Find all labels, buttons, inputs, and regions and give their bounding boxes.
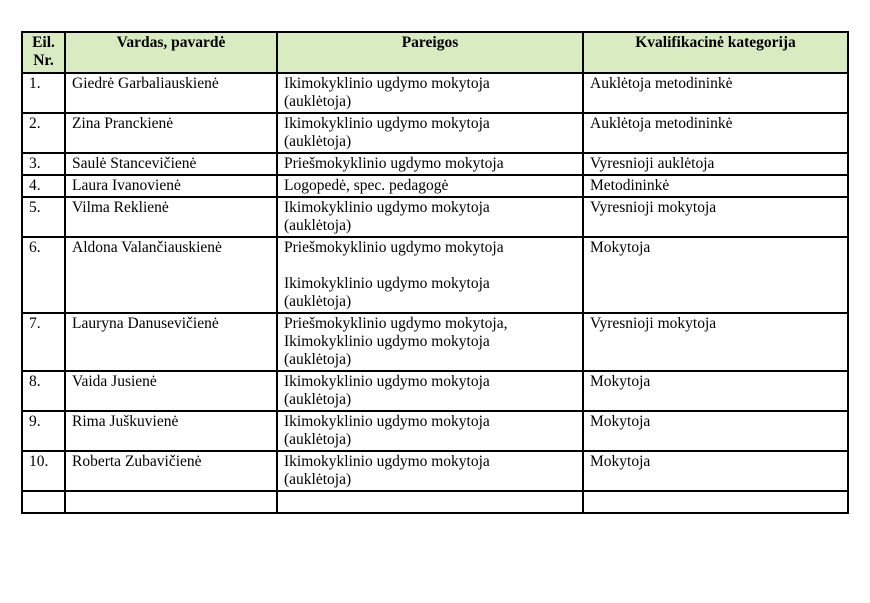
cell-category	[583, 451, 848, 491]
cell-name-text: Zina Pranckienė	[72, 115, 174, 132]
cell-duties-text: Ikimokyklinio ugdymo mokytoja (auklėtoja)	[284, 413, 490, 448]
header-duties: Pareigos	[277, 32, 583, 73]
cell-nr	[22, 491, 65, 513]
cell-name	[65, 411, 277, 451]
cell-nr-text: 10.	[29, 453, 49, 470]
table-row	[22, 313, 848, 371]
cell-name-text: Vaida Jusienė	[72, 373, 157, 390]
header-nr: Eil. Nr.	[22, 32, 65, 73]
staff-table	[21, 31, 849, 514]
cell-duties	[277, 197, 583, 237]
table-row	[22, 113, 848, 153]
cell-name-text: Laura Ivanovienė	[72, 177, 181, 194]
cell-category	[583, 411, 848, 451]
cell-duties	[277, 73, 583, 113]
cell-nr	[22, 411, 65, 451]
cell-nr	[22, 175, 65, 197]
cell-name	[65, 197, 277, 237]
cell-nr	[22, 73, 65, 113]
cell-duties	[277, 371, 583, 411]
cell-name	[65, 237, 277, 313]
cell-nr-text: 4.	[29, 177, 41, 194]
cell-duties	[277, 491, 583, 513]
cell-nr	[22, 313, 65, 371]
cell-name	[65, 113, 277, 153]
cell-nr-text: 6.	[29, 239, 41, 256]
cell-name	[65, 73, 277, 113]
cell-category-text: Metodininkė	[590, 177, 670, 194]
cell-nr	[22, 451, 65, 491]
cell-duties-text: Ikimokyklinio ugdymo mokytoja (auklėtoja)	[284, 373, 490, 408]
header-category: Kvalifikacinė kategorija	[583, 32, 848, 73]
cell-name-text: Giedrė Garbaliauskienė	[72, 75, 219, 92]
cell-category-text: Mokytoja	[590, 373, 651, 390]
table-row	[22, 491, 848, 513]
cell-name-text: Aldona Valančiauskienė	[72, 239, 222, 256]
cell-nr-text: 3.	[29, 155, 41, 172]
cell-category	[583, 175, 848, 197]
cell-category-text: Auklėtoja metodininkė	[590, 75, 733, 92]
table-row	[22, 197, 848, 237]
cell-category-text: Mokytoja	[590, 239, 651, 256]
cell-duties	[277, 237, 583, 313]
cell-duties	[277, 313, 583, 371]
cell-nr	[22, 153, 65, 175]
table-row	[22, 153, 848, 175]
cell-duties-text: Ikimokyklinio ugdymo mokytoja (auklėtoja)	[284, 453, 490, 488]
table-row	[22, 175, 848, 197]
cell-nr	[22, 237, 65, 313]
cell-nr-text: 8.	[29, 373, 41, 390]
cell-name-text: Lauryna Danusevičienė	[72, 315, 219, 332]
cell-category	[583, 237, 848, 313]
cell-category	[583, 197, 848, 237]
cell-name	[65, 371, 277, 411]
cell-category	[583, 371, 848, 411]
cell-category-text: Mokytoja	[590, 413, 651, 430]
cell-duties-text: Priešmokyklinio ugdymo mokytoja, Ikimokyklinio ugdymo mokytoja (auklėtoja)	[284, 315, 508, 368]
cell-category	[583, 491, 848, 513]
cell-category-text: Auklėtoja metodininkė	[590, 115, 733, 132]
cell-duties	[277, 113, 583, 153]
cell-nr-text: 2.	[29, 115, 41, 132]
cell-name	[65, 153, 277, 175]
cell-duties-text: Ikimokyklinio ugdymo mokytoja (auklėtoja)	[284, 115, 490, 150]
cell-nr-text: 5.	[29, 199, 41, 216]
cell-category	[583, 153, 848, 175]
cell-duties	[277, 411, 583, 451]
table-row	[22, 411, 848, 451]
cell-duties-text: Ikimokyklinio ugdymo mokytoja (auklėtoja)	[284, 75, 490, 110]
cell-nr-text: 1.	[29, 75, 41, 92]
cell-nr	[22, 197, 65, 237]
table-header	[22, 32, 848, 73]
cell-nr-text: 7.	[29, 315, 41, 332]
cell-name-text: Roberta Zubavičienė	[72, 453, 202, 470]
table-body	[22, 73, 848, 513]
cell-name	[65, 451, 277, 491]
cell-nr-text: 9.	[29, 413, 41, 430]
table-row	[22, 371, 848, 411]
header-row	[22, 32, 848, 73]
cell-category	[583, 313, 848, 371]
cell-category-text: Vyresnioji auklėtoja	[590, 155, 715, 172]
cell-category-text: Vyresnioji mokytoja	[590, 199, 717, 216]
cell-duties-text: Ikimokyklinio ugdymo mokytoja (auklėtoja)	[284, 199, 490, 234]
table-row	[22, 73, 848, 113]
cell-duties	[277, 451, 583, 491]
cell-name	[65, 491, 277, 513]
header-name: Vardas, pavardė	[65, 32, 277, 73]
cell-name-text: Rima Juškuvienė	[72, 413, 179, 430]
cell-duties	[277, 153, 583, 175]
cell-duties-text: Logopedė, spec. pedagogė	[284, 177, 449, 194]
cell-duties-text: Priešmokyklinio ugdymo mokytoja Ikimokyklinio ugdymo mokytoja (auklėtoja)	[284, 239, 504, 310]
cell-duties-text: Priešmokyklinio ugdymo mokytoja	[284, 155, 504, 172]
cell-name-text: Vilma Reklienė	[72, 199, 169, 216]
cell-category-text: Mokytoja	[590, 453, 651, 470]
cell-category	[583, 73, 848, 113]
table-row	[22, 451, 848, 491]
table-row	[22, 237, 848, 313]
cell-category-text: Vyresnioji mokytoja	[590, 315, 717, 332]
cell-name-text: Saulė Stancevičienė	[72, 155, 197, 172]
cell-name	[65, 175, 277, 197]
cell-nr	[22, 371, 65, 411]
cell-name	[65, 313, 277, 371]
cell-duties	[277, 175, 583, 197]
cell-category	[583, 113, 848, 153]
cell-nr	[22, 113, 65, 153]
